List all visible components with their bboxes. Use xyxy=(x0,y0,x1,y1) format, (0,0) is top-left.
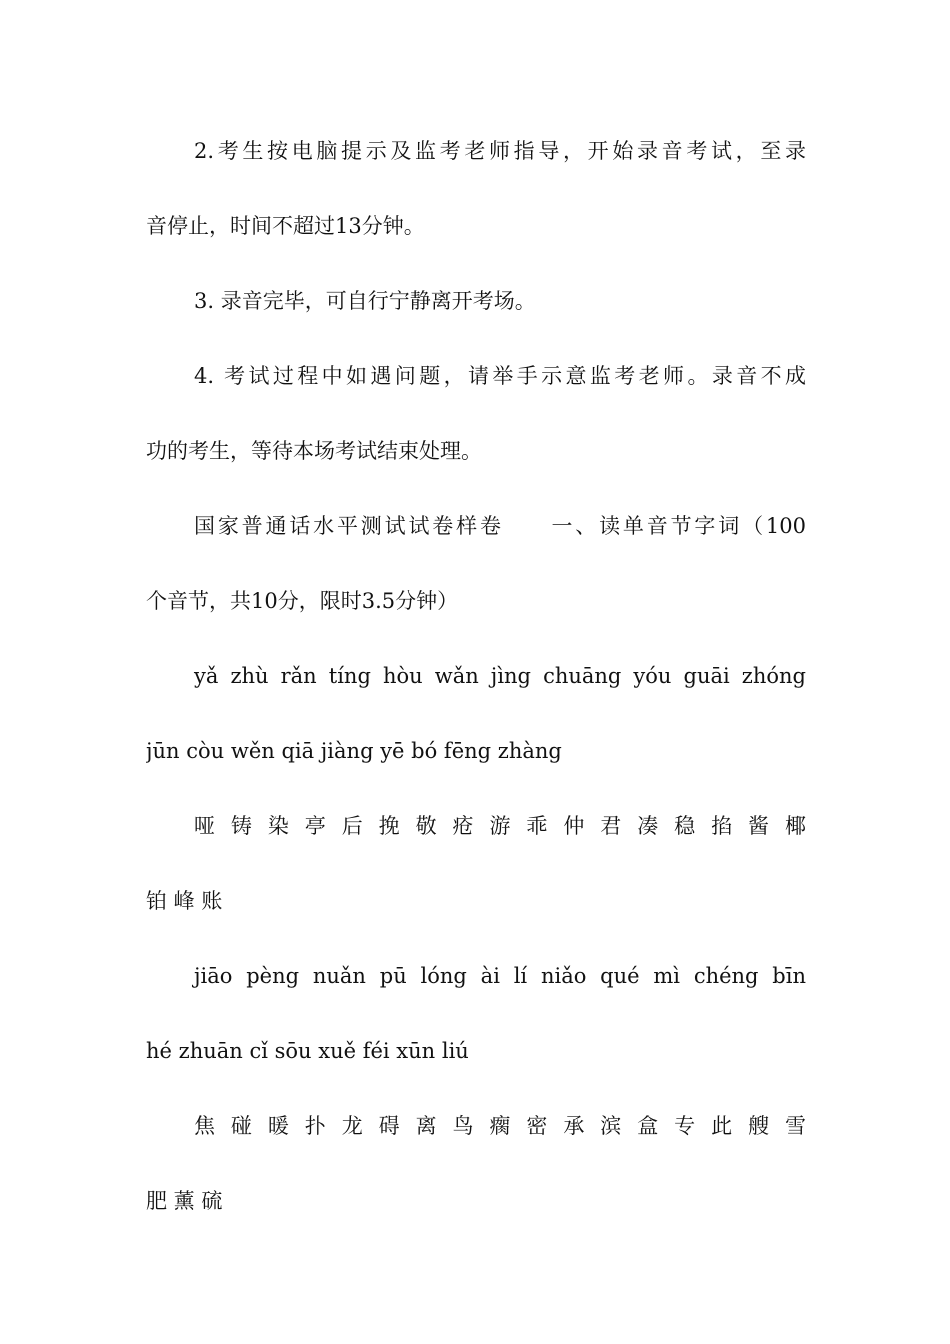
hanzi-row-1 xyxy=(146,789,806,939)
paragraph-line: hé zhuān cǐ sōu xuě féi xūn liú xyxy=(146,1039,469,1063)
paragraph-instruction-4 xyxy=(146,339,806,489)
pinyin-row-1 xyxy=(146,639,806,789)
paragraph-test-title xyxy=(146,489,806,639)
paragraph-instruction-3 xyxy=(146,264,806,339)
paragraph-line: 4. 考试过程中如遇问题，请举手示意监考老师。录音不成 xyxy=(194,364,806,388)
paragraph-line: 肥 薰 硫 xyxy=(146,1189,223,1213)
paragraph-line: yǎ zhù rǎn tíng hòu wǎn jìng chuāng yóu guāi zhóng xyxy=(194,664,806,688)
pinyin-row-2 xyxy=(146,939,806,1089)
paragraph-line: 音停止，时间不超过13分钟。 xyxy=(146,214,425,238)
paragraph-line: 焦 碰 暖 扑 龙 碍 离 鸟 瘸 密 承 滨 盒 专 此 艘 雪 xyxy=(194,1114,806,1138)
paragraph-line: 2.考生按电脑提示及监考老师指导，开始录音考试，至录 xyxy=(194,139,806,163)
paragraph-line: 功的考生，等待本场考试结束处理。 xyxy=(146,439,482,463)
paragraph-line: jūn còu wěn qiā jiàng yē bó fēng zhàng xyxy=(146,739,562,763)
paragraph-line: 哑 铸 染 亭 后 挽 敬 疮 游 乖 仲 君 凑 稳 掐 酱 椰 xyxy=(194,814,806,838)
paragraph-line: 3. 录音完毕，可自行宁静离开考场。 xyxy=(194,289,536,313)
paragraph-instruction-2 xyxy=(146,114,806,264)
paragraph-line: 国家普通话水平测试试卷样卷 一、读单音节字词（100 xyxy=(194,514,806,538)
paragraph-line: 铂 峰 账 xyxy=(146,889,223,913)
hanzi-row-2 xyxy=(146,1089,806,1239)
paragraph-line: 个音节，共10分，限时3.5分钟） xyxy=(146,589,459,613)
paragraph-line: jiāo pèng nuǎn pū lóng ài lí niǎo qué mì chéng bīn xyxy=(194,964,806,988)
